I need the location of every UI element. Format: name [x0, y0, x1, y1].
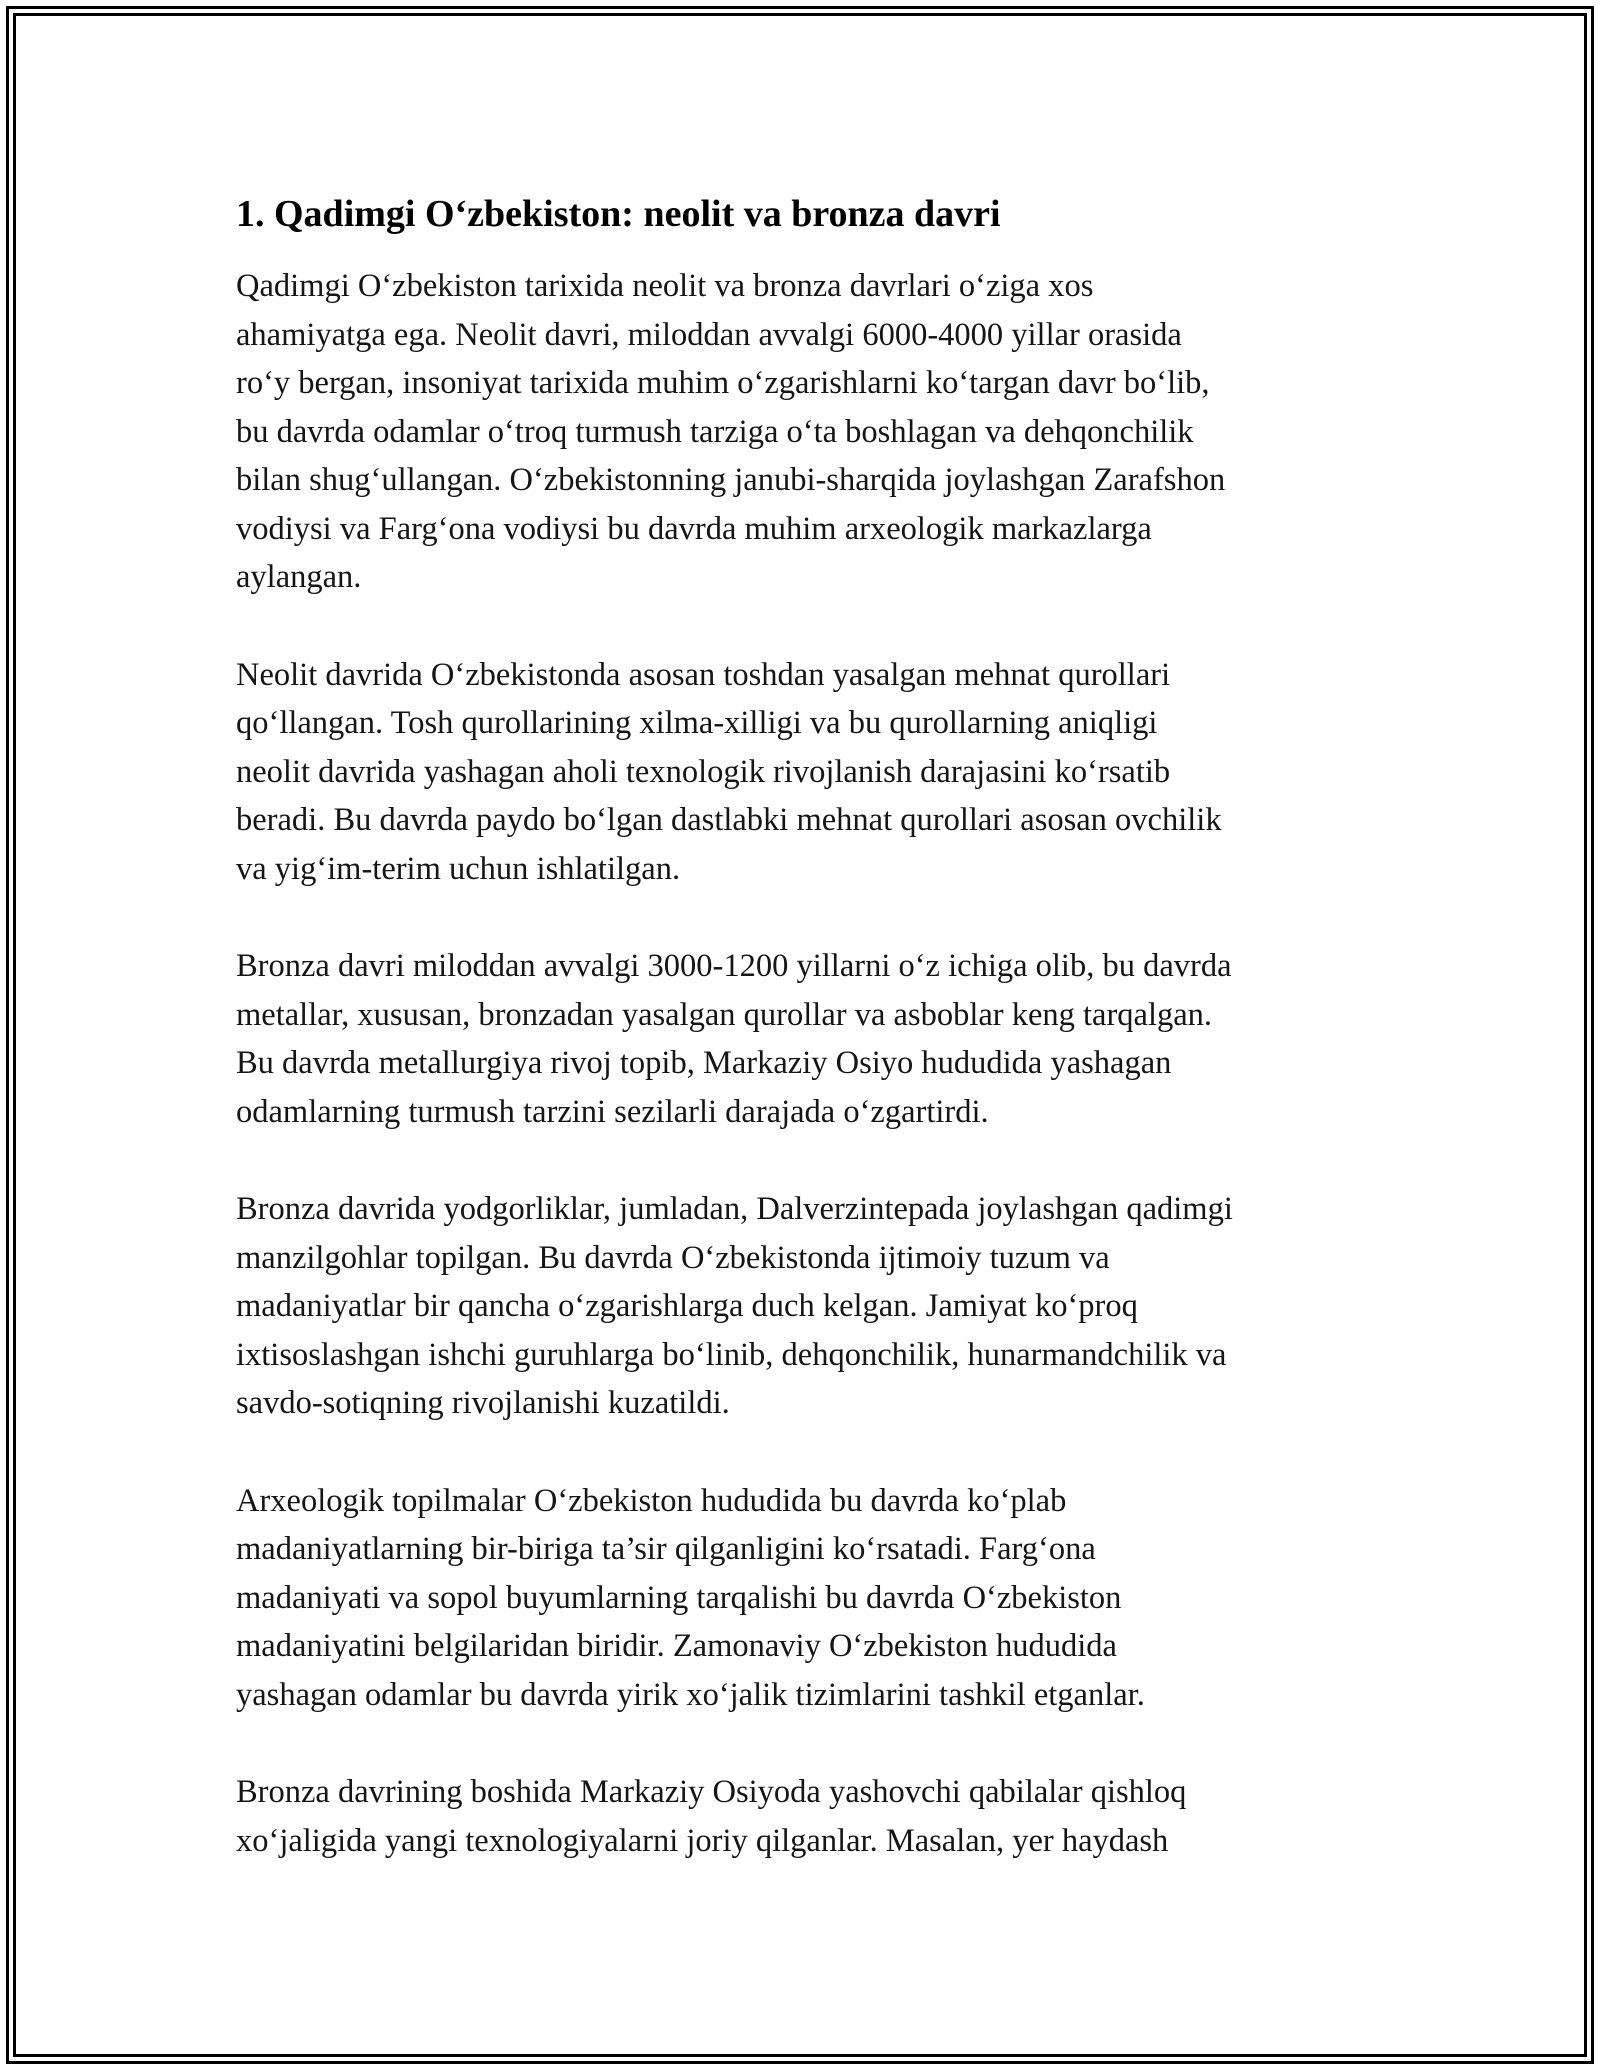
paragraph-line: Bu davrda metallurgiya rivoj topib, Markaziy Osiyo hududida yashagan — [236, 1045, 1172, 1081]
paragraph-line: Arxeologik topilmalar O‘zbekiston hududida bu davrda ko‘plab — [236, 1482, 1067, 1519]
paragraph-line: odamlarning turmush tarzini sezilarli darajada o‘zgartirdi. — [236, 1093, 989, 1130]
paragraph-line: ahamiyatga ega. Neolit davri, miloddan avvalgi 6000-4000 yillar orasida — [236, 316, 1182, 353]
paragraph-2 — [236, 651, 1376, 894]
paragraph-line: yashagan odamlar bu davrda yirik xo‘jalik tizimlarini tashkil etganlar. — [236, 1676, 1145, 1713]
section-heading: 1. Qadimgi O‘zbekiston: neolit va bronza davri — [236, 193, 1001, 235]
paragraph-line: savdo-sotiqning rivojlanishi kuzatildi. — [236, 1385, 730, 1421]
paragraph-line: bu davrda odamlar o‘troq turmush tarziga o‘ta boshlagan va dehqonchilik — [236, 413, 1194, 450]
paragraph-line: ixtisoslashgan ishchi guruhlarga bo‘linib, dehqonchilik, hunarmandchilik va — [236, 1336, 1227, 1373]
paragraph-3 — [236, 942, 1376, 1136]
paragraph-line: Neolit davrida O‘zbekistonda asosan toshdan yasalgan mehnat qurollari — [236, 656, 1171, 693]
paragraph-line: manzilgohlar topilgan. Bu davrda O‘zbekistonda ijtimoiy tuzum va — [236, 1239, 1110, 1276]
paragraph-line: Bronza davrida yodgorliklar, jumladan, Dalverzintepada joylashgan qadimgi — [236, 1191, 1233, 1227]
paragraph-line: Qadimgi O‘zbekiston tarixida neolit va bronza davrlari o‘ziga xos — [236, 268, 1094, 304]
paragraph-line: Bronza davri miloddan avvalgi 3000-1200 yillarni o‘z ichiga olib, bu davrda — [236, 948, 1232, 984]
paragraph-line: bilan shug‘ullangan. O‘zbekistonning janubi-sharqida joylashgan Zarafshon — [236, 462, 1226, 498]
paragraph-4 — [236, 1185, 1376, 1428]
paragraph-line: Bronza davrining boshida Markaziy Osiyoda yashovchi qabilalar qishloq — [236, 1774, 1187, 1810]
paragraph-line: madaniyati va sopol buyumlarning tarqalishi bu davrda O‘zbekiston — [236, 1579, 1122, 1616]
paragraph-1 — [236, 262, 1376, 602]
paragraph-line: qo‘llangan. Tosh qurollarining xilma-xilligi va bu qurollarning aniqligi — [236, 705, 1158, 741]
paragraph-line: madaniyatini belgilaridan biridir. Zamonaviy O‘zbekiston hududida — [236, 1628, 1117, 1664]
paragraph-line: aylangan. — [236, 559, 362, 595]
document-body — [236, 188, 1376, 1865]
paragraph-line: vodiysi va Farg‘ona vodiysi bu davrda muhim arxeologik markazlarga — [236, 510, 1152, 547]
paragraph-line: beradi. Bu davrda paydo bo‘lgan dastlabki mehnat qurollari asosan ovchilik — [236, 802, 1222, 838]
paragraph-line: madaniyatlar bir qancha o‘zgarishlarga duch kelgan. Jamiyat ko‘proq — [236, 1288, 1138, 1324]
paragraph-line: neolit davrida yashagan aholi texnologik rivojlanish darajasini ko‘rsatib — [236, 753, 1171, 790]
paragraph-line: ro‘y bergan, insoniyat tarixida muhim o‘zgarishlarni ko‘targan davr bo‘lib, — [236, 365, 1210, 401]
paragraph-5 — [236, 1477, 1376, 1720]
paragraph-line: va yig‘im-terim uchun ishlatilgan. — [236, 850, 681, 887]
paragraph-6 — [236, 1768, 1376, 1865]
paragraph-line: metallar, xususan, bronzadan yasalgan qurollar va asboblar keng tarqalgan. — [236, 996, 1213, 1033]
paragraph-line: xo‘jaligida yangi texnologiyalarni joriy qilganlar. Masalan, yer haydash — [236, 1822, 1169, 1859]
paragraph-line: madaniyatlarning bir-biriga ta’sir qilganligini ko‘rsatadi. Farg‘ona — [236, 1531, 1096, 1567]
